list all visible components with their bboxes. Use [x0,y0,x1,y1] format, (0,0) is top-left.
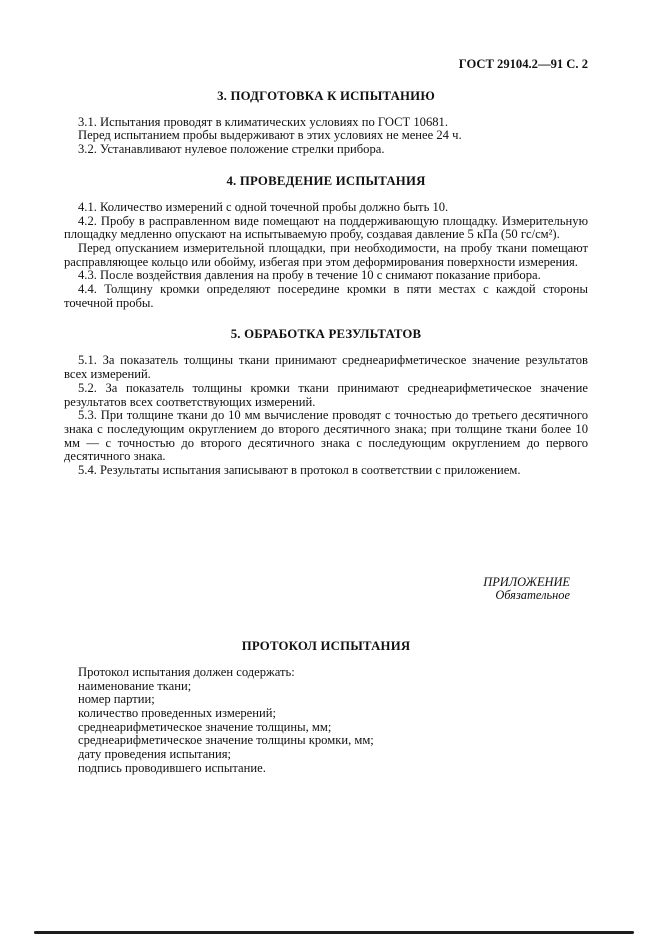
paragraph: 5.4. Результаты испытания записывают в протокол в соответствии с приложением. [78,463,521,478]
protocol-item: количество проведенных измерений; [78,705,276,720]
paragraph: 3.2. Устанавливают нулевое положение стрелки прибора. [78,142,385,157]
paragraph: 4.3. После воздействия давления на пробу в течение 10 с снимают показание прибора. [78,268,541,283]
paragraph: 4.2. Пробу в расправленном виде помещают на поддерживающую площадку. Измерительную площадку медленно опускают на испытываемую пробу, создавая давление 5 кПа (50 гс/см²). [64,213,588,242]
paragraph: Перед опусканием измерительной площадки, при необходимости, на пробу ткани помещают расправляющее кольцо или обойму, избегая при этом деформирования поверхности измерения. [64,240,588,269]
appendix-label: ПРИЛОЖЕНИЕ [483,574,570,589]
protocol-intro: Протокол испытания должен содержать: [78,664,295,679]
protocol-item: среднеарифметическое значение толщины, мм; [78,719,332,734]
protocol-item: подпись проводившего испытание. [78,760,266,775]
paragraph: 4.4. Толщину кромки определяют посередине кромки в пяти местах с каждой стороны точечной пробы. [64,282,588,310]
section-title: 4. ПРОВЕДЕНИЕ ИСПЫТАНИЯ [226,173,426,188]
protocol-item: номер партии; [78,692,155,707]
page-header: ГОСТ 29104.2—91 С. 2 [458,57,588,71]
paragraph: 5.2. За показатель толщины кромки ткани принимают среднеарифметическое значение результатов всех соответствующих измерений. [64,380,588,409]
paragraph: Перед испытанием пробы выдерживают в этих условиях не менее 24 ч. [78,128,462,143]
protocol-item: среднеарифметическое значение толщины кромки, мм; [78,733,374,748]
protocol-item: дату проведения испытания; [78,747,232,762]
paragraph: 3.1. Испытания проводят в климатических условиях по ГОСТ 10681. [78,114,448,129]
paragraph: 5.1. За показатель толщины ткани принимают среднеарифметическое значение результатов всех измерений. [64,353,588,382]
protocol-item: наименование ткани; [78,678,192,693]
scan-artifact-line [34,931,634,934]
protocol-title: ПРОТОКОЛ ИСПЫТАНИЯ [241,639,411,654]
paragraph: 5.3. При толщине ткани до 10 мм вычисление проводят с точностью до третьего десятичного знака с последующим округлением до второго десятичного знака; при толщине ткани более 10 мм — с точностью до второго десятичного знака с последующим округлением до первого десятичного знака. [64,408,588,464]
appendix-note: Обязательное [495,588,570,603]
appendix-block [64,576,588,603]
page-content [64,58,588,776]
section-title: 3. ПОДГОТОВКА К ИСПЫТАНИЮ [217,88,435,103]
paragraph: 4.1. Количество измерений с одной точечной пробы должно быть 10. [78,199,449,214]
section-title: 5. ОБРАБОТКА РЕЗУЛЬТАТОВ [230,327,422,342]
